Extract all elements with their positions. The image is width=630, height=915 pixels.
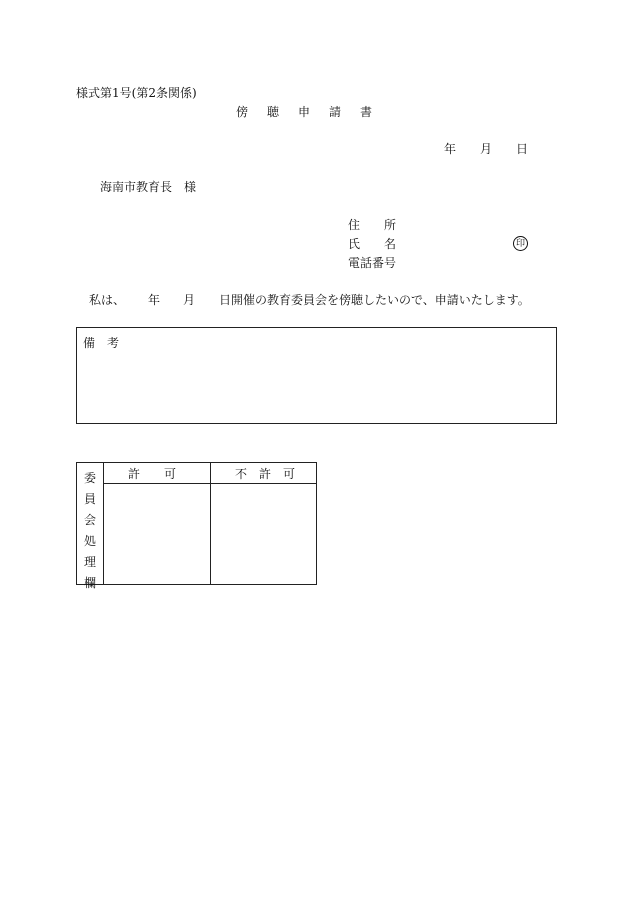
seal-icon: 印 (513, 236, 528, 251)
statement-suffix: 日開催の教育委員会を傍聴したいので、申請いたします。 (219, 293, 530, 307)
statement-prefix: 私は、 (89, 293, 126, 307)
date-day: 日 (516, 142, 529, 156)
side-label-char: 員 (83, 492, 96, 506)
name-label: 氏 名 (348, 237, 397, 251)
side-label-char: 欄 (83, 576, 96, 590)
side-label-char: 理 (83, 555, 96, 569)
side-label-char: 会 (83, 513, 96, 527)
phone-label: 電話番号 (348, 256, 397, 270)
form-number: 様式第1号(第2条関係) (76, 86, 197, 100)
remarks-label: 備 考 (83, 336, 120, 350)
date-month: 月 (480, 142, 493, 156)
document-title: 傍聴申請書 (236, 105, 392, 119)
committee-side-label (82, 468, 98, 594)
remarks-box[interactable] (76, 327, 557, 424)
permit-cell[interactable] (104, 484, 210, 584)
deny-cell[interactable] (211, 484, 316, 584)
addressee: 海南市教育長 様 (100, 180, 197, 194)
address-label: 住 所 (348, 218, 397, 232)
committee-processing-table (76, 462, 317, 590)
date-year: 年 (444, 142, 457, 156)
statement-month: 月 (183, 293, 196, 307)
statement-year: 年 (148, 293, 161, 307)
side-label-char: 処 (83, 534, 96, 548)
permit-header: 許 可 (128, 467, 177, 481)
side-label-char: 委 (83, 471, 96, 485)
deny-header: 不 許 可 (235, 467, 296, 481)
